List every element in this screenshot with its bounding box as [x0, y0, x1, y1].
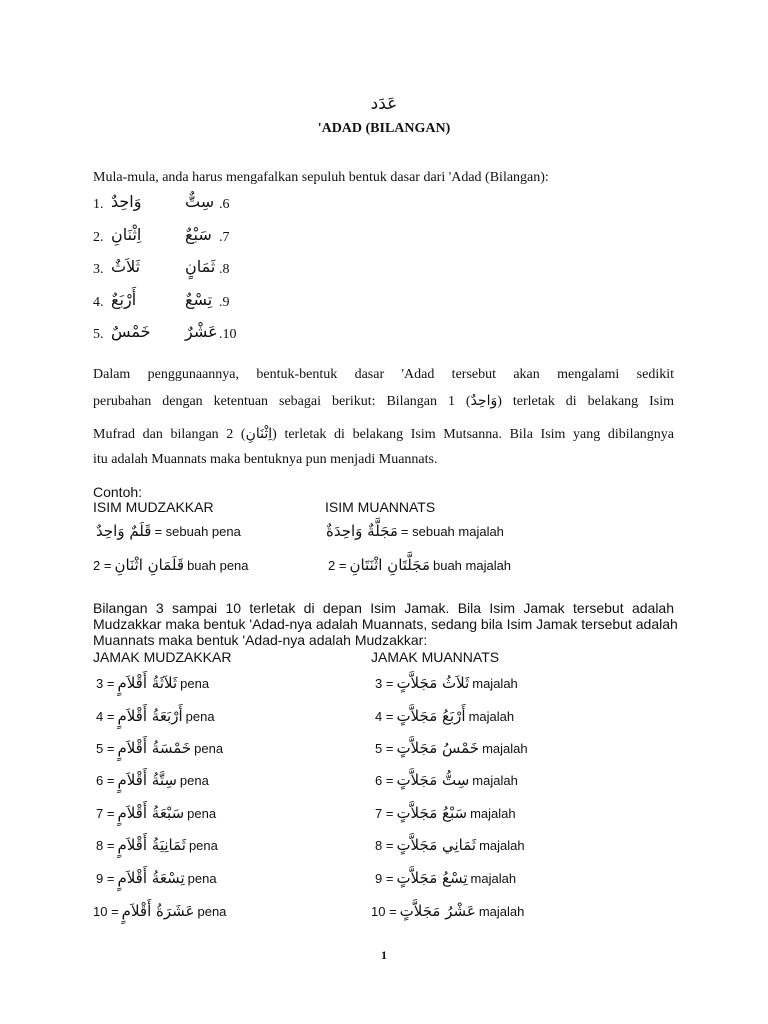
jamak-mudzakkar-row: 5 = خَمْسَةُ أَقْلاَمٍ pena	[96, 739, 224, 757]
jamak-muannats-row: 6 = سِتُّ مَجَلاَّتٍ majalah	[375, 771, 518, 789]
example-label: Contoh:	[93, 484, 143, 500]
page-number: 1	[381, 948, 387, 962]
page-title: 'ADAD (BILANGAN)	[317, 121, 451, 136]
jamak-mudzakkar-row: 9 = تِسْعَةُ أَقْلاَمٍ pena	[96, 869, 217, 887]
column-header-mudzakkar: ISIM MUDZAKKAR	[93, 499, 214, 515]
example-row: 2 = مَجَلَّتَانِ اثْنَتَانِ buah majalah	[328, 556, 512, 574]
title-arabic: عَدَد	[370, 94, 398, 114]
jamak-muannats-row: 5 = خَمْسُ مَجَلاَّتٍ majalah	[375, 739, 528, 757]
column-header-muannats: ISIM MUANNATS	[325, 499, 436, 515]
column-header-jamak-muannats: JAMAK MUANNATS	[371, 649, 500, 665]
jamak-mudzakkar-row: 8 = ثَمَانِيَةُ أَقْلاَمٍ pena	[96, 836, 218, 854]
jamak-muannats-row: 3 = ثَلاَثُ مَجَلاَّتٍ majalah	[375, 674, 518, 692]
jamak-mudzakkar-row: 3 = ثَلاَثَةُ أَقْلاَمٍ pena	[96, 674, 210, 692]
jamak-muannats-row: 7 = سَبْعُ مَجَلاَّتٍ majalah	[375, 804, 516, 822]
paragraph-line: perubahan dengan ketentuan sebagai berikut: Bilangan 1 (وَاحِدٌ) terletak di belakang Isim	[93, 393, 674, 409]
jamak-mudzakkar-row: 10 = عَشَرَةُ أَقْلاَمٍ pena	[93, 902, 227, 920]
jamak-mudzakkar-row: 6 = سِتَّةُ أَقْلاَمٍ pena	[96, 771, 209, 789]
paragraph-line: Dalam penggunaannya, bentuk-bentuk dasar 'Adad tersebut akan mengalami sedikit	[93, 367, 674, 382]
jamak-mudzakkar-row: 4 = أَرْبَعَةُ أَقْلاَمٍ pena	[96, 707, 215, 725]
jamak-muannats-row: 4 = أَرْبَعُ مَجَلاَّتٍ majalah	[375, 707, 515, 725]
column-header-jamak-mudzakkar: JAMAK MUDZAKKAR	[93, 649, 232, 665]
example-row: 2 = قَلَمَانِ اثْنَانِ buah pena	[93, 556, 249, 574]
jamak-mudzakkar-row: 7 = سَبْعَةُ أَقْلاَمٍ pena	[96, 804, 217, 822]
paragraph-line: itu adalah Muannats maka bentuknya pun menjadi Muannats.	[93, 452, 438, 467]
paragraph-line: Mudzakkar maka bentuk 'Adad-nya adalah Muannats, sedang bila Isim Jamak tersebut adalah	[93, 616, 678, 632]
paragraph-line: Muannats maka bentuk 'Adad-nya adalah Mudzakkar:	[93, 632, 428, 648]
paragraph-line: Bilangan 3 sampai 10 terletak di depan Isim Jamak. Bila Isim Jamak tersebut adalah	[93, 600, 674, 616]
intro-text: Mula-mula, anda harus mengafalkan sepuluh bentuk dasar dari 'Adad (Bilangan):	[93, 170, 549, 185]
jamak-muannats-row: 9 = تِسْعُ مَجَلاَّتٍ majalah	[375, 869, 517, 887]
jamak-muannats-row: 10 = عَشْرُ مَجَلاَّتٍ majalah	[371, 902, 525, 920]
example-row: مَجَلَّةٌ وَاحِدَةٌ = sebuah majalah	[326, 522, 504, 540]
example-row: قَلَمٌ وَاحِدٌ = sebuah pena	[96, 522, 241, 540]
jamak-muannats-row: 8 = ثَمَانِي مَجَلاَّتٍ majalah	[375, 836, 525, 854]
paragraph-line: Mufrad dan bilangan 2 (اِثْنَانِ) terletak di belakang Isim Mutsanna. Bila Isim yang dibilangnya	[93, 426, 674, 442]
